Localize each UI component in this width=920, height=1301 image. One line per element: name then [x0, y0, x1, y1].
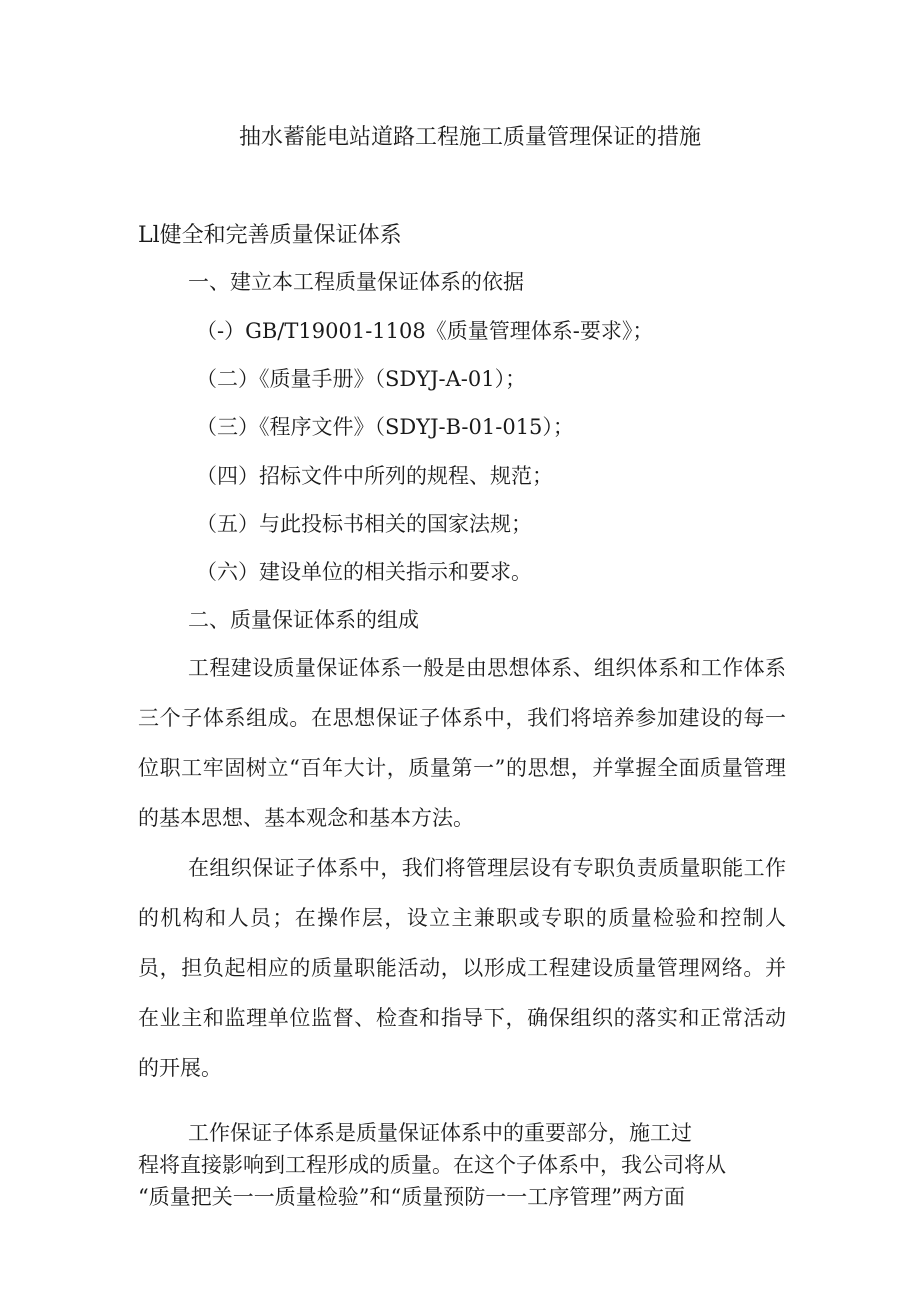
paragraph-work-system	[138, 1117, 786, 1213]
basis-item-3: （三）《程序文件》（SDYJ-B-01-015）；	[196, 415, 574, 439]
paragraph-thought-system: 工程建设质量保证体系一般是由思想体系、组织体系和工作体系三个子体系组成。在思想保证子体系中，我们将培养参加建设的每一位职工牢固树立“百年大计，质量第一”的思想，并掌握全面质量管理的基本思想、基本观念和基本方法。	[138, 656, 786, 830]
subsection-heading-composition: 二、质量保证体系的组成	[188, 608, 419, 632]
basis-item-4: （四）招标文件中所列的规程、规范；	[196, 464, 553, 488]
paragraph-work-line-3: “质量把关一一质量检验”和“质量预防一一工序管理”两方面	[138, 1185, 685, 1209]
section-heading: Ll健全和完善质量保证体系	[138, 223, 402, 248]
basis-item-1: （-）GB/T19001-1108《质量管理体系-要求》；	[196, 319, 654, 343]
paragraph-work-line-2: 程将直接影响到工程形成的质量。在这个子体系中，我公司将从	[138, 1153, 726, 1177]
paragraph-work-line-1: 工作保证子体系是质量保证体系中的重要部分，施工过	[188, 1121, 692, 1145]
paragraph-organization-system: 在组织保证子体系中，我们将管理层设有专职负责质量职能工作的机构和人员；在操作层，设立主兼职或专职的质量检验和控制人员，担负起相应的质量职能活动，以形成工程建设质量管理网络。并在业主和监理单位监督、检查和指导下，确保组织的落实和正常活动的开展。	[138, 856, 786, 1080]
basis-item-2: （二）《质量手册》（SDYJ-A-01）；	[196, 367, 527, 391]
document-title: 抽水蓄能电站道路工程施工质量管理保证的措施	[238, 125, 701, 150]
basis-item-5: （五）与此投标书相关的国家法规；	[196, 512, 532, 536]
subsection-heading-basis: 一、建立本工程质量保证体系的依据	[188, 270, 524, 294]
basis-item-6: （六）建设单位的相关指示和要求。	[196, 560, 532, 584]
